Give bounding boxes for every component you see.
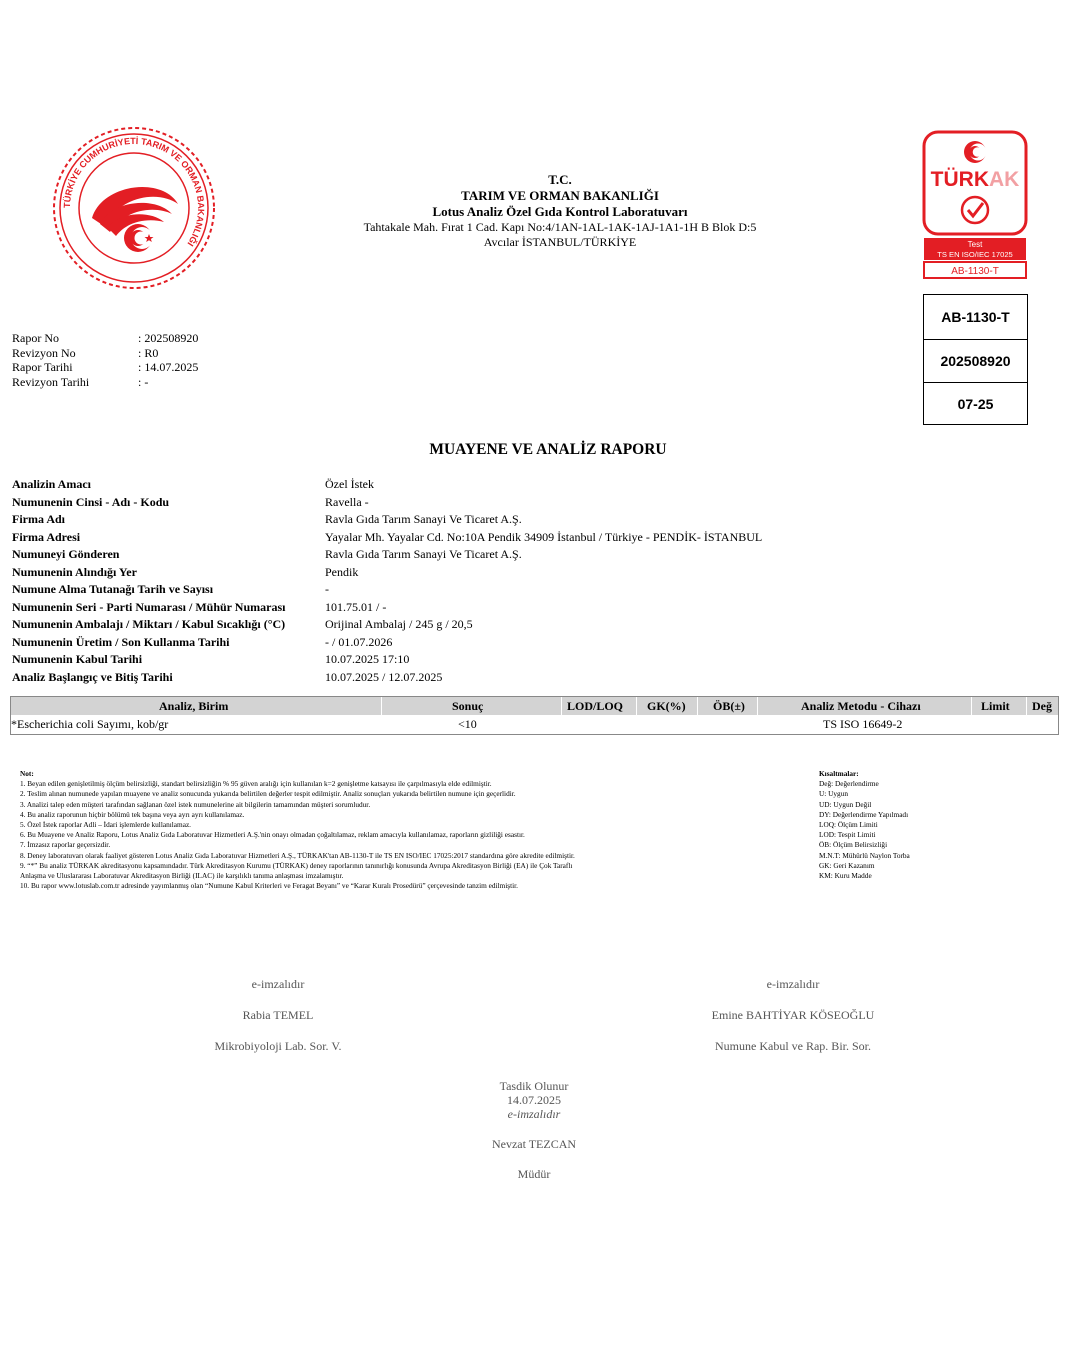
info-label: Firma Adı [12,512,65,526]
approval-date: 14.07.2025 [507,1093,561,1107]
info-label: Analiz Başlangıç ve Bitiş Tarihi [12,669,173,684]
note-item: 8. Deney laboratuvarı olarak faaliyet gösteren Lotus Analiz Gıda Laboratuvar Hizmetleri A.Ş., TÜRKAK'tan AB-1130-T ile TS EN ISO/IEC 17025:2017 standardına göre akredite edilmiştir. [20,850,575,860]
approval-role: Müdür [517,1167,551,1181]
signature-role: Numune Kabul ve Rap. Bir. Sor. [715,1039,871,1053]
signature-role: Mikrobiyoloji Lab. Sor. V. [214,1039,342,1053]
col-limit: Limit [981,699,1010,713]
col-result: Sonuç [452,699,484,713]
signature-name: Emine BAHTİYAR KÖSEOĞLU [711,1008,875,1022]
note-item: Anlaşma ve Uluslararası Laboratuvar Akreditasyon Birliği (ILAC) ile karşılıklı tanıma anlaşması imzalamıştır. [20,871,344,881]
cell-method: TS ISO 16649-2 [823,717,903,731]
meta-value: : - [138,374,149,389]
info-value: Pendik [325,564,359,579]
info-value: Ravla Gıda Tarım Sanayi Ve Ticaret A.Ş. [325,512,522,526]
svg-text:TÜRKAK [931,168,1020,191]
turkak-test: Test [967,240,983,249]
note-item: 10. Bu rapor www.lotuslab.com.tr adresinde yayımlanmış olan “Numune Kabul Kriterleri ve Feragat Beyanı” ve “Karar Kuralı Prosedürü” çerçevesinde tanzim edilmiştir. [20,881,518,891]
info-value: - [325,582,329,596]
header-address: Tahtakale Mah. Fırat 1 Cad. Kapı No:4/1AN-1AL-1AK-1AJ-1A1-1H B Blok D:5 [363,220,757,234]
header-lab-name: Lotus Analiz Özel Gıda Kontrol Laboratuvarı [432,204,688,219]
col-analysis: Analiz, Birim [159,699,229,713]
turkak-accreditation-logo [922,130,1028,280]
signature-left [98,977,458,1070]
abbreviation-item: KM: Kuru Madde [819,871,872,881]
signature-right [613,977,973,1070]
signature-status: e-imzalıdır [766,977,820,991]
note-item: 4. Bu analiz raporunun hiçbir bölümü tek başına veya ayrı ayrı kullanılamaz. [20,809,245,819]
ref-report-no: 202508920 [924,339,1027,383]
turkak-brand-a: TÜRK [930,168,989,191]
col-method: Analiz Metodu - Cihazı [801,699,921,713]
approval-status: e-imzalıdır [507,1107,561,1121]
abbreviation-item: UD: Uygun Değil [819,799,872,809]
reference-box [923,294,1028,425]
cell-result: <10 [458,717,477,731]
meta-label: Rapor No [12,331,59,345]
ministry-seal-icon [52,126,216,290]
info-label: Numunenin Kabul Tarihi [12,652,143,666]
abbreviation-item: DY: Değerlendirme Yapılmadı [819,809,909,819]
ref-date-code: 07-25 [924,382,1027,426]
info-label: Numunenin Üretim / Son Kullanma Tarihi [12,634,230,649]
info-value: Ravla Gıda Tarım Sanayi Ve Ticaret A.Ş. [325,547,522,561]
col-lod: LOD/LOQ [567,699,624,713]
abbreviation-item: U: Uygun [819,789,848,799]
note-item: 1. Beyan edilen genişletilmiş ölçüm belirsizliği, standart belirsizliğin % 95 güven aralığı için kullanılan k=2 genişletme katsayısı ile çarpılmasıyla elde edilmiştir. [20,779,492,789]
info-label: Numunenin Cinsi - Adı - Kodu [12,494,170,509]
ref-accreditation: AB-1130-T [941,308,1010,325]
lab-header [300,172,820,250]
note-item: 7. İmzasız raporlar geçersizdir. [20,840,111,850]
turkak-standard: TS EN ISO/IEC 17025 [937,250,1013,259]
abbreviations-section [819,769,910,881]
note-item: 9. “*” Bu analiz TÜRKAK akreditasyonu kapsamındadır. Türk Akreditasyon Kurumu (TÜRKAK) deney raporlarının tanınırlığı konusunda Avrupa Akreditasyon Birliği (EA) ile Çok Taraflı [20,860,573,870]
abbreviations-heading: Kısaltmalar: [819,769,859,778]
report-title: MUAYENE VE ANALİZ RAPORU [429,441,667,458]
info-label: Numunenin Alındığı Yer [12,564,137,579]
abbreviation-item: M.N.T: Mühürlü Naylon Torba [819,850,910,860]
abbreviation-item: GK: Geri Kazanım [819,860,875,870]
info-label: Numunenin Seri - Parti Numarası / Mühür Numarası [12,599,286,614]
info-value: Özel İstek [325,477,374,491]
report-meta [12,331,198,389]
info-value: 10.07.2025 17:10 [325,652,410,666]
meta-value: : 202508920 [138,331,199,345]
info-label: Analizin Amacı [12,477,92,491]
approval-name: Nevzat TEZCAN [491,1137,577,1151]
seal-ring-text: TÜRKİYE CUMHURİYETİ TARIM VE ORMAN BAKANLIĞI [61,135,207,249]
header-city: Avcılar İSTANBUL/TÜRKİYE [483,235,637,249]
approval-block [354,1079,714,1181]
info-value: - / 01.07.2026 [325,634,393,649]
signature-name: Rabia TEMEL [242,1008,314,1022]
meta-value: : 14.07.2025 [138,360,199,375]
meta-label: Rapor Tarihi [12,360,73,375]
results-header-row [11,697,1058,715]
info-value: Yayalar Mh. Yayalar Cd. No:10A Pendik 34909 İstanbul / Türkiye - PENDİK- İSTANBUL [325,529,763,544]
info-label: Numuneyi Gönderen [12,547,120,561]
turkak-brand-b: AK [988,168,1020,191]
cell-analysis: *Escherichia coli Sayımı, kob/gr [11,717,169,731]
header-tc: T.C. [548,172,572,187]
notes-heading: Not: [20,769,34,778]
info-label: Numune Alma Tutanağı Tarih ve Sayısı [12,582,214,596]
col-deg: Değ [1032,699,1052,713]
notes-section [20,769,800,891]
meta-value: : R0 [138,345,159,360]
meta-label: Revizyon Tarihi [12,374,90,389]
approval-line: Tasdik Olunur [499,1079,569,1093]
table-row [11,715,1058,734]
signature-status: e-imzalıdır [251,977,305,991]
info-label: Firma Adresi [12,529,81,544]
note-item: 5. Özel İstek raporlar Adli – İdari işlemlerde kullanılamaz. [20,820,192,830]
results-table [10,696,1059,735]
note-item: 3. Analizi talep eden müşteri tarafından sağlanan özel istek numunelerine ait bilgilerin tamamından müşteri sorumludur. [20,799,371,809]
meta-label: Revizyon No [12,345,76,360]
col-ob: ÖB(±) [713,699,745,713]
info-value: Orijinal Ambalaj / 245 g / 20,5 [325,617,473,631]
abbreviation-item: ÖB: Ölçüm Belirsizliği [819,840,888,850]
turkak-code: AB-1130-T [951,266,999,277]
info-label: Numunenin Ambalajı / Miktarı / Kabul Sıcaklığı (°C) [12,617,286,631]
sample-info [12,476,762,686]
abbreviation-item: LOD: Tespit Limiti [819,830,876,840]
info-value: 101.75.01 / - [325,599,387,614]
header-ministry: TARIM VE ORMAN BAKANLIĞI [461,188,659,203]
note-item: 6. Bu Muayene ve Analiz Raporu, Lotus Analiz Gıda Laboratuvar Hizmetleri A.Ş.'nin onayı olmadan çoğaltılamaz, reklam amacıyla kullanılamaz, raporların gizliliği esastır. [20,830,525,840]
abbreviation-item: Değ: Değerlendirme [819,779,879,789]
abbreviation-item: LOQ: Ölçüm Limiti [819,820,878,830]
note-item: 2. Teslim alınan numunede yapılan muayene ve analiz sonucunda yukarıda belirtilen değerler tespit edilmiştir. Analiz sonuçları yukarıda belirtilen numune için geçerlidir. [20,789,516,799]
info-value: 10.07.2025 / 12.07.2025 [325,669,443,684]
info-value: Ravella - [325,494,369,509]
col-gk: GK(%) [647,699,686,713]
